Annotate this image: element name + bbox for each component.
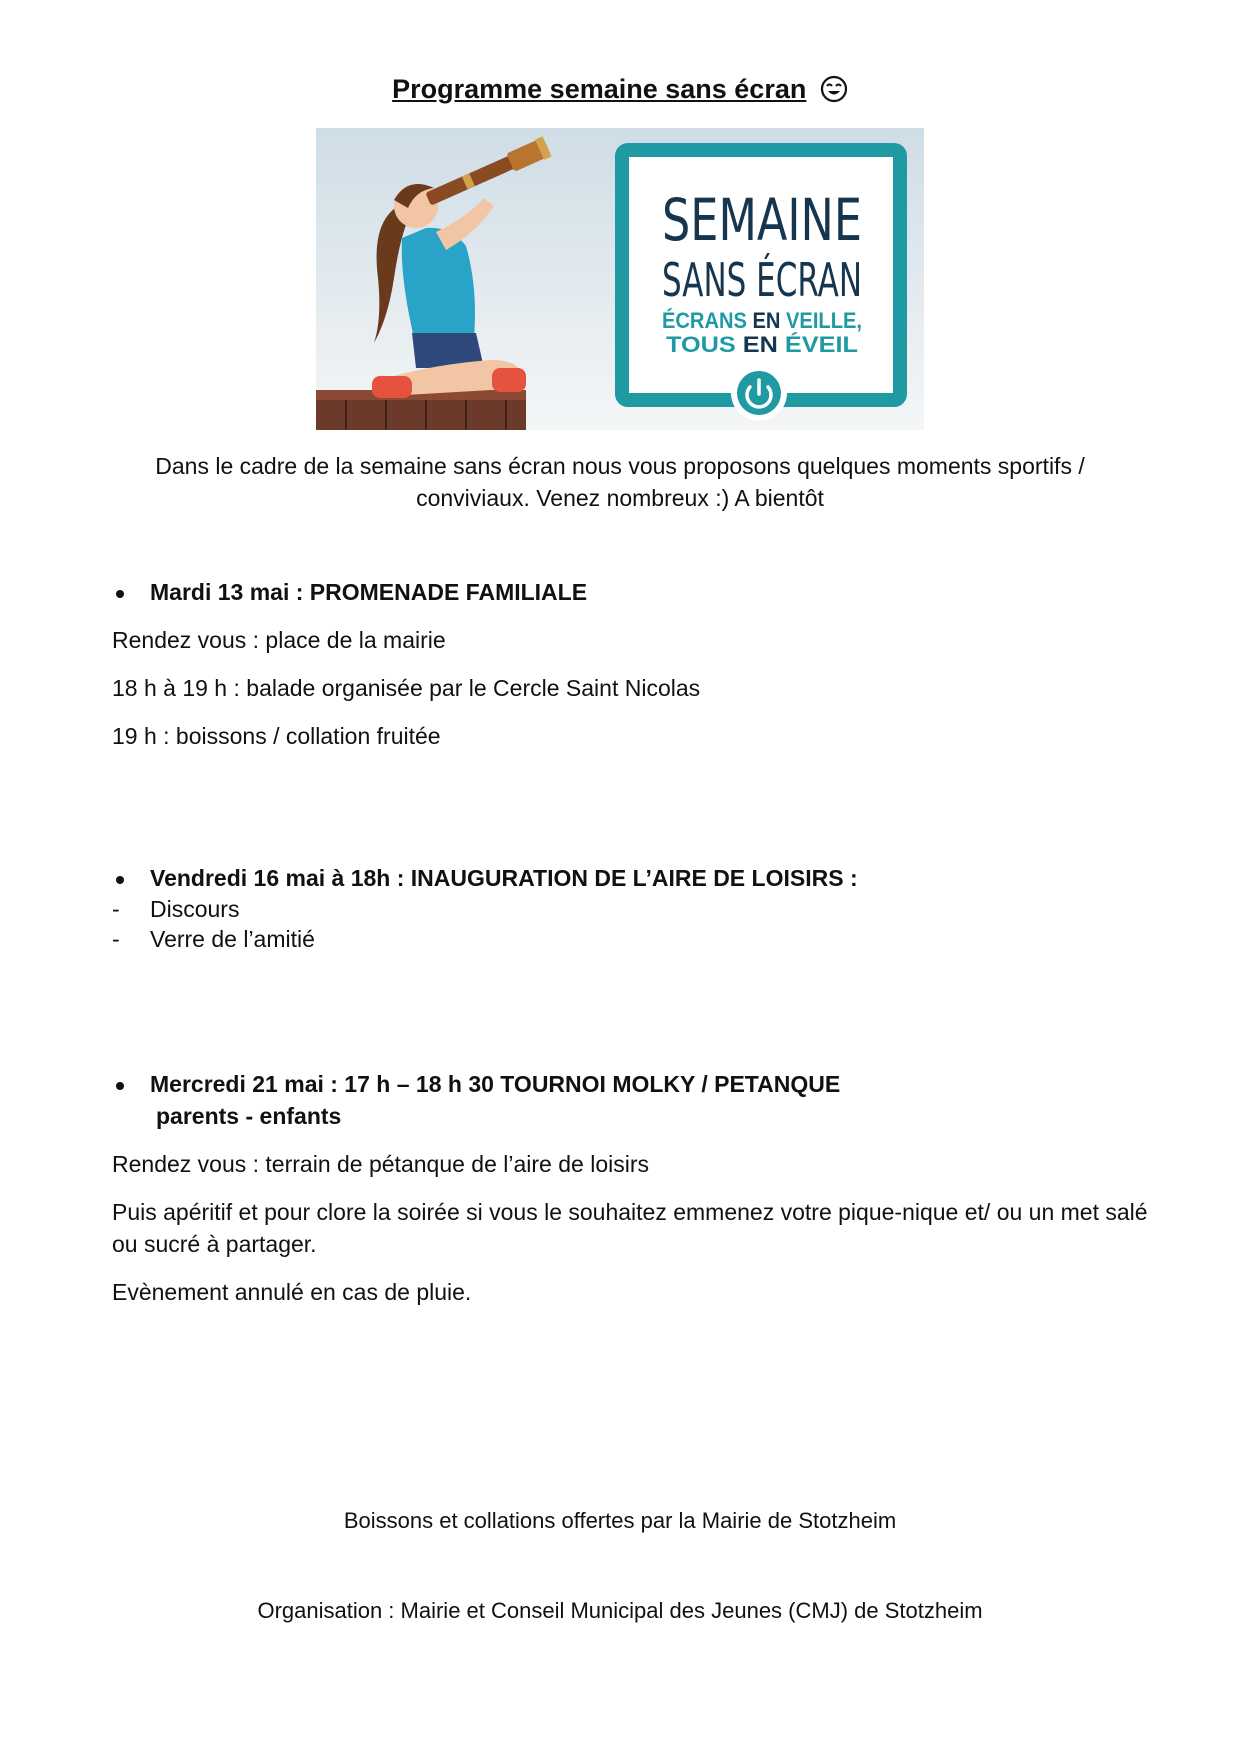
slogan-en-1: EN bbox=[746, 308, 790, 333]
list-item bbox=[112, 894, 1152, 924]
event-mercredi-line: Rendez vous : terrain de pétanque de l’aire de loisirs bbox=[112, 1151, 649, 1177]
semaine-sans-ecran-logo bbox=[622, 150, 900, 421]
bullet-icon bbox=[116, 876, 124, 884]
slogan-ecrans: ÉCRANS bbox=[662, 308, 755, 333]
page-title bbox=[0, 74, 1240, 110]
event-mercredi-title: Mercredi 21 mai : 17 h – 18 h 30 TOURNOI MOLKY / PETANQUE bbox=[150, 1071, 841, 1097]
event-vendredi bbox=[112, 862, 1152, 954]
event-mercredi-line: Evènement annulé en cas de pluie. bbox=[112, 1279, 472, 1305]
event-mercredi-line: Puis apéritif et pour clore la soirée si vous le souhaitez emmenez votre pique-nique et/ ou un met salé ou sucré à partager. bbox=[112, 1199, 1148, 1257]
logo-line-semaine: SEMAINE bbox=[662, 186, 862, 254]
dash-marker: - bbox=[112, 926, 120, 952]
event-vendredi-heading bbox=[112, 862, 1152, 894]
list-item bbox=[112, 924, 1152, 954]
event-mardi-line: Rendez vous : place de la mairie bbox=[112, 627, 446, 653]
event-vendredi-title: Vendredi 16 mai à 18h : INAUGURATION DE L’AIRE DE LOISIRS : bbox=[150, 865, 858, 891]
bullet-icon bbox=[116, 1082, 124, 1090]
event-mercredi-heading bbox=[112, 1068, 1152, 1132]
footer-drinks: Boissons et collations offertes par la Mairie de Stotzheim bbox=[343, 1508, 897, 1533]
slogan-veille: VEILLE, bbox=[786, 308, 870, 333]
event-mercredi-subtitle: parents - enfants bbox=[156, 1103, 342, 1129]
power-icon bbox=[731, 365, 787, 421]
event-mardi bbox=[112, 576, 1152, 752]
list-item-text: Discours bbox=[150, 896, 240, 922]
logo-slogan-2 bbox=[666, 332, 858, 357]
slogan-eveil: ÉVEIL bbox=[784, 332, 849, 357]
intro-text: Dans le cadre de la semaine sans écran nous vous proposons quelques moments sportifs / conviviaux. Venez nombreux :) A bientôt bbox=[155, 453, 1085, 511]
dash-marker: - bbox=[112, 896, 120, 922]
bullet-icon bbox=[116, 590, 124, 598]
logo-slogan-1 bbox=[662, 308, 870, 333]
slogan-tous: TOUS bbox=[666, 332, 727, 357]
slogan-en-2: EN bbox=[735, 332, 779, 357]
event-mardi-title: Mardi 13 mai : PROMENADE FAMILIALE bbox=[150, 579, 588, 605]
event-mardi-heading bbox=[112, 576, 1152, 608]
logo-line-sans-ecran: SANS ÉCRAN bbox=[662, 253, 862, 307]
list-item-text: Verre de l’amitié bbox=[150, 926, 315, 952]
event-mardi-line: 18 h à 19 h : balade organisée par le Cercle Saint Nicolas bbox=[112, 675, 701, 701]
smiley-icon bbox=[820, 75, 848, 110]
footer-organisation: Organisation : Mairie et Conseil Municipal des Jeunes (CMJ) de Stotzheim bbox=[257, 1598, 983, 1623]
page-title-text: Programme semaine sans écran bbox=[392, 74, 807, 104]
event-mardi-line: 19 h : boissons / collation fruitée bbox=[112, 723, 441, 749]
semaine-sans-ecran-banner bbox=[316, 128, 924, 430]
event-mercredi bbox=[112, 1068, 1152, 1308]
